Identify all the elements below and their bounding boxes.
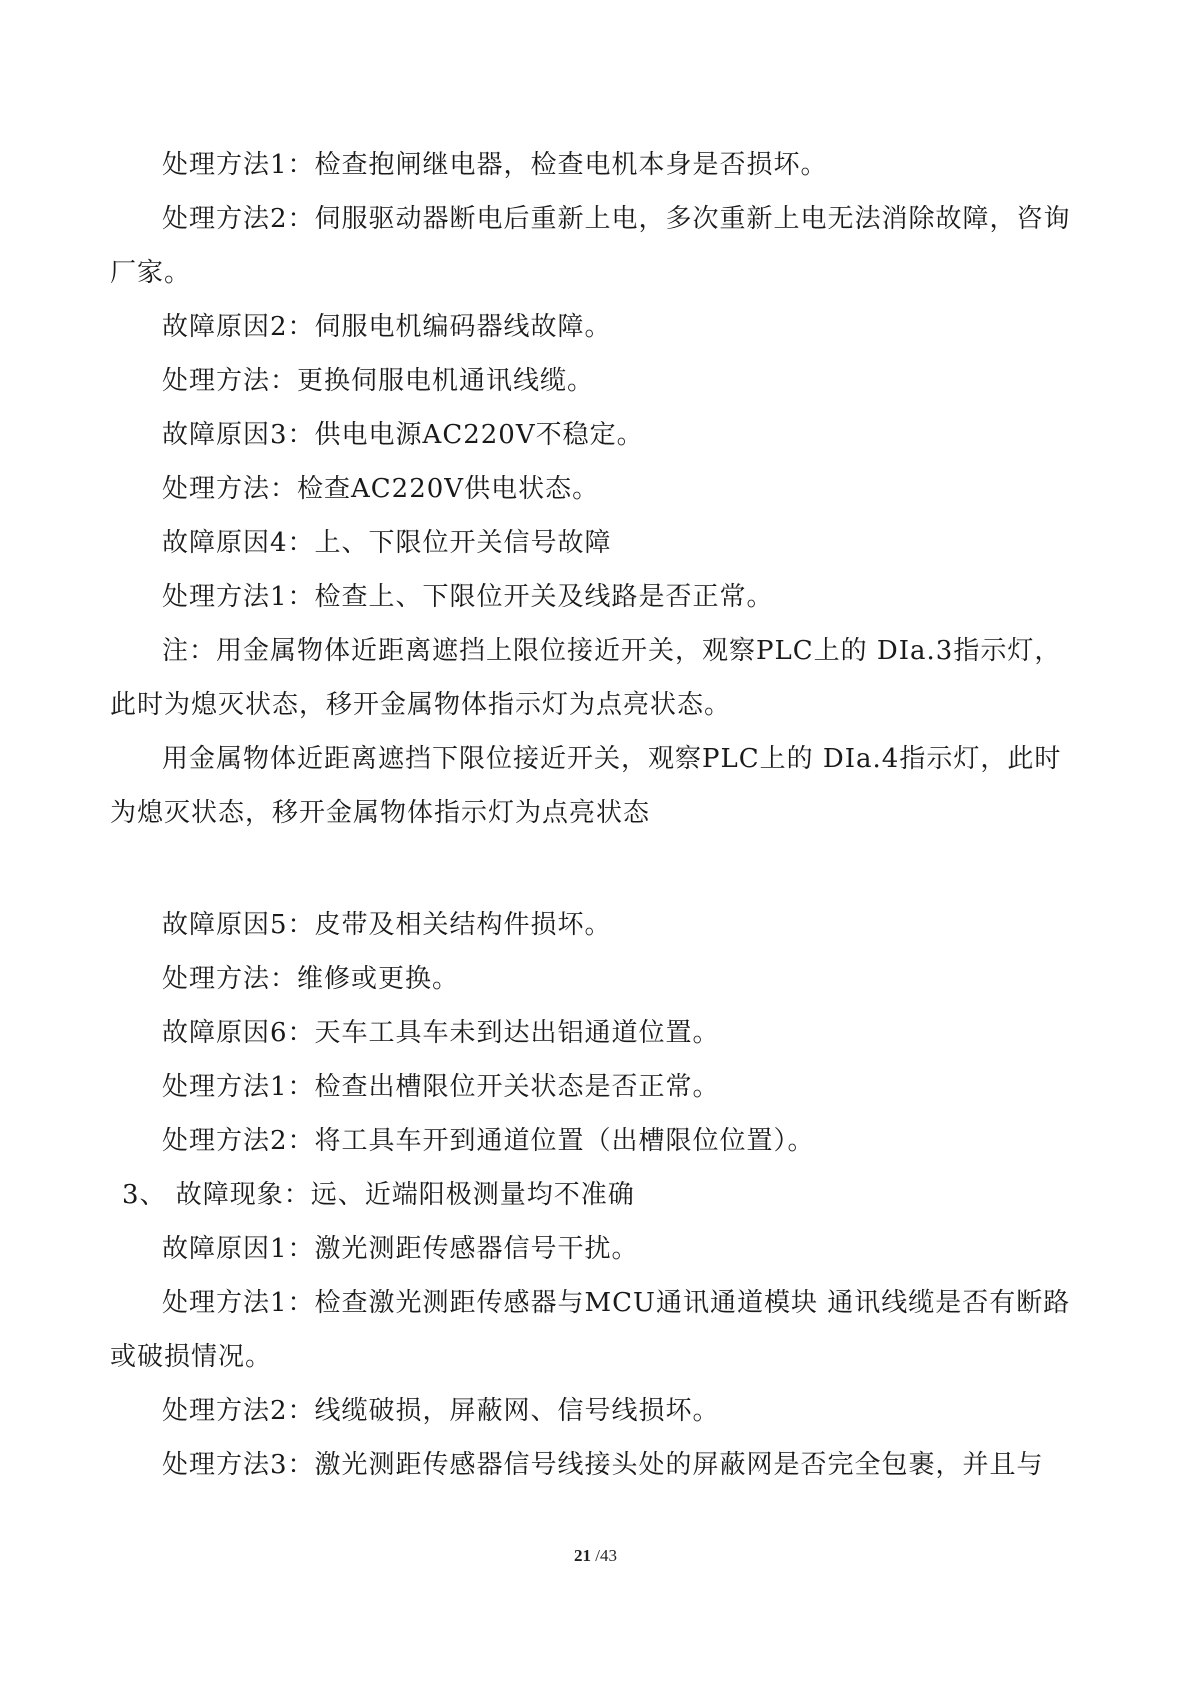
paragraph: 处理方法1：检查激光测距传感器与MCU通讯通道模块 通讯线缆是否有断路或破损情况。 (110, 1288, 1071, 1372)
paragraph: 处理方法1：检查抱闸继电器，检查电机本身是否损坏。 (162, 150, 828, 180)
total-pages: /43 (591, 1546, 617, 1565)
page-body (110, 138, 1085, 1492)
paragraph: 处理方法1：检查上、下限位开关及线路是否正常。 (162, 582, 774, 612)
paragraph: 故障原因1：激光测距传感器信号干扰。 (162, 1234, 639, 1264)
paragraph: 处理方法：维修或更换。 (162, 964, 460, 994)
paragraph: 处理方法3：激光测距传感器信号线接头处的屏蔽网是否完全包裹，并且与 (162, 1450, 1044, 1480)
paragraph: 处理方法1：检查出槽限位开关状态是否正常。 (162, 1072, 720, 1102)
paragraph: 故障原因2：伺服电机编码器线故障。 (162, 312, 612, 342)
paragraph: 故障原因3：供电电源AC220V不稳定。 (162, 420, 644, 450)
note-paragraph: 注：用金属物体近距离遮挡上限位接近开关，观察PLC上的 DIa.3指示灯，此时为熄灭状态，移开金属物体指示灯为点亮状态。 (110, 636, 1062, 720)
page-number (0, 1546, 1191, 1566)
paragraph: 处理方法2：将工具车开到通道位置（出槽限位位置）。 (162, 1126, 815, 1156)
section-heading: 3、 故障现象：远、近端阳极测量均不准确 (122, 1180, 635, 1210)
paragraph: 处理方法：检查AC220V供电状态。 (162, 474, 600, 504)
paragraph: 故障原因6：天车工具车未到达出铝通道位置。 (162, 1018, 720, 1048)
paragraph: 故障原因4：上、下限位开关信号故障 (162, 528, 612, 558)
paragraph: 故障原因5：皮带及相关结构件损坏。 (162, 910, 612, 940)
note-paragraph: 用金属物体近距离遮挡下限位接近开关，观察PLC上的 DIa.4指示灯，此时为熄灭状态，移开金属物体指示灯为点亮状态 (110, 744, 1062, 828)
paragraph: 处理方法：更换伺服电机通讯线缆。 (162, 366, 595, 396)
blank-gap (110, 840, 1085, 898)
paragraph: 处理方法2：伺服驱动器断电后重新上电，多次重新上电无法消除故障，咨询厂家。 (110, 204, 1071, 288)
current-page-number: 21 (574, 1546, 591, 1565)
paragraph: 处理方法2：线缆破损，屏蔽网、信号线损坏。 (162, 1396, 720, 1426)
